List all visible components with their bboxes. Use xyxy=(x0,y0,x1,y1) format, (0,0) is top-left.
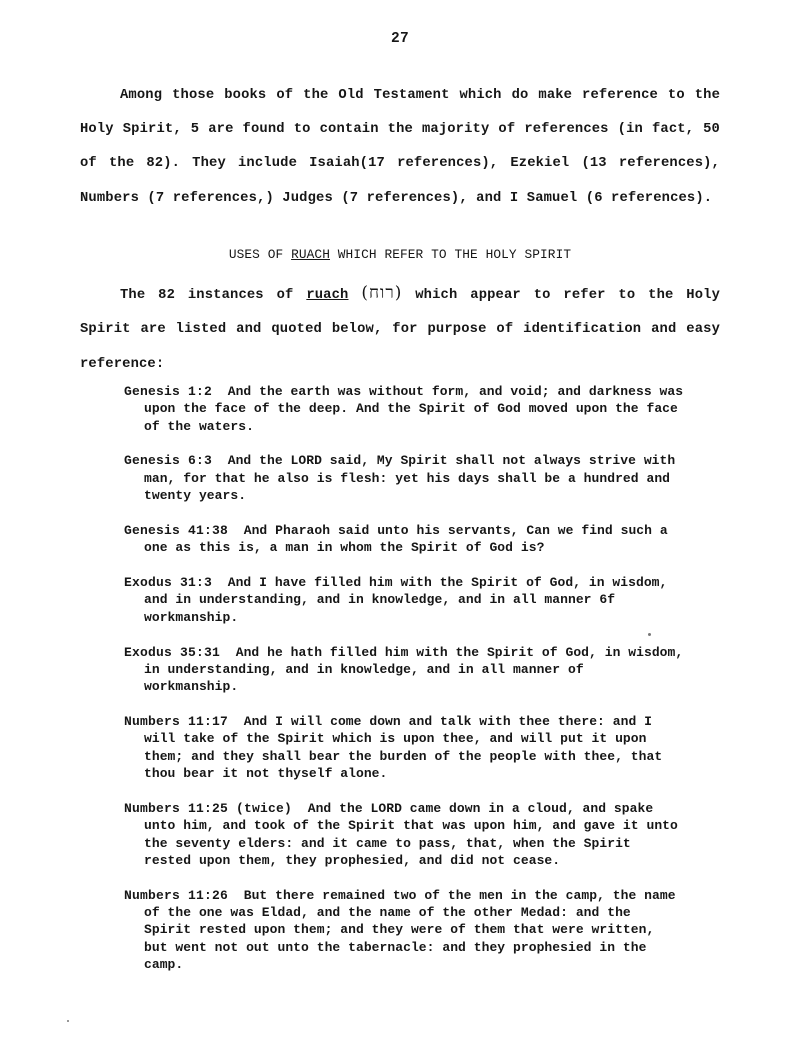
entry-text: And the LORD said, My Spirit shall not always strive with man, for that he also is flesh: yet his days shall be a hundred and twenty years. xyxy=(144,453,676,504)
scripture-entry xyxy=(124,800,684,869)
lead-paragraph xyxy=(80,276,720,382)
scripture-entries xyxy=(124,383,684,991)
lead-underlined-ruach: ruach xyxy=(306,288,349,303)
entry-text: And I have filled him with the Spirit of God, in wisdom, and in understanding, and in knowledge, and in all manner 6f workmanship. xyxy=(144,575,668,625)
page-number: 27 xyxy=(390,31,409,47)
section-heading xyxy=(0,247,800,262)
intro-paragraph: Among those books of the Old Testament which do make reference to the Holy Spirit, 5 are found to contain the majority of references (in fact, 50 of the 82). They include Isaiah(17 references), Ezekiel (13 references), Numbers (7 references,) Judges (7 references), and I Samuel (6 references). xyxy=(80,88,720,206)
scripture-entry xyxy=(124,713,684,782)
scripture-entry xyxy=(124,383,684,435)
lead-before: The 82 instances of xyxy=(120,288,307,303)
entry-reference: Numbers 11:26 xyxy=(124,887,229,903)
entry-reference: Genesis 41:38 xyxy=(124,522,229,538)
scripture-entry xyxy=(124,574,684,626)
scripture-entry xyxy=(124,452,684,504)
entry-reference: Numbers 11:25 (twice) xyxy=(124,800,293,816)
scan-speck xyxy=(648,633,651,636)
entry-reference: Exodus 35:31 xyxy=(124,644,221,660)
scripture-entry xyxy=(124,644,684,696)
lead-after: which appear to refer to the Holy Spirit are listed and quoted below, for purpose of identification and easy reference: xyxy=(80,288,721,372)
section-heading-before: USES OF xyxy=(228,247,292,262)
entry-text: And the LORD came down in a cloud, and spake unto him, and took of the Spirit that was upon him, and gave it unto the seventy elders: and it came to pass, that, when the Spirit rested upon them, they prophesied, and did not cease. xyxy=(144,800,678,868)
entry-text: And Pharaoh said unto his servants, Can we find such a one as this is, a man in whom the Spirit of God is? xyxy=(144,522,668,556)
entry-text: And he hath filled him with the Spirit of God, in wisdom, in understanding, and in knowledge, and in all manner of workmanship. xyxy=(144,644,684,695)
hebrew-ruach: (רוח) xyxy=(361,283,403,303)
entry-text: But there remained two of the men in the camp, the name of the one was Eldad, and the name of the other Medad: and the Spirit rested upon them; and they were of them that were written, but went not out unto the tabernacle: and they prophesied in the camp. xyxy=(144,887,676,972)
section-heading-underlined: RUACH xyxy=(291,247,330,262)
entry-reference: Numbers 11:17 xyxy=(124,714,229,730)
section-heading-after: WHICH REFER TO THE HOLY SPIRIT xyxy=(329,247,572,262)
scan-speck xyxy=(67,1020,69,1022)
scripture-entry xyxy=(124,522,684,557)
entry-text: And the earth was without form, and void; and darkness was upon the face of the deep. And the Spirit of God moved upon the face of the waters. xyxy=(144,384,684,434)
entry-reference: Genesis 1:2 xyxy=(124,384,213,399)
entry-reference: Exodus 31:3 xyxy=(124,575,213,591)
entry-reference: Genesis 6:3 xyxy=(124,453,213,469)
scripture-entry xyxy=(124,887,684,973)
entry-text: And I will come down and talk with thee there: and I will take of the Spirit which is upon thee, and will put it upon them; and they shall bear the burden of the people with thee, that thou bear it not thyself alone. xyxy=(144,714,663,782)
